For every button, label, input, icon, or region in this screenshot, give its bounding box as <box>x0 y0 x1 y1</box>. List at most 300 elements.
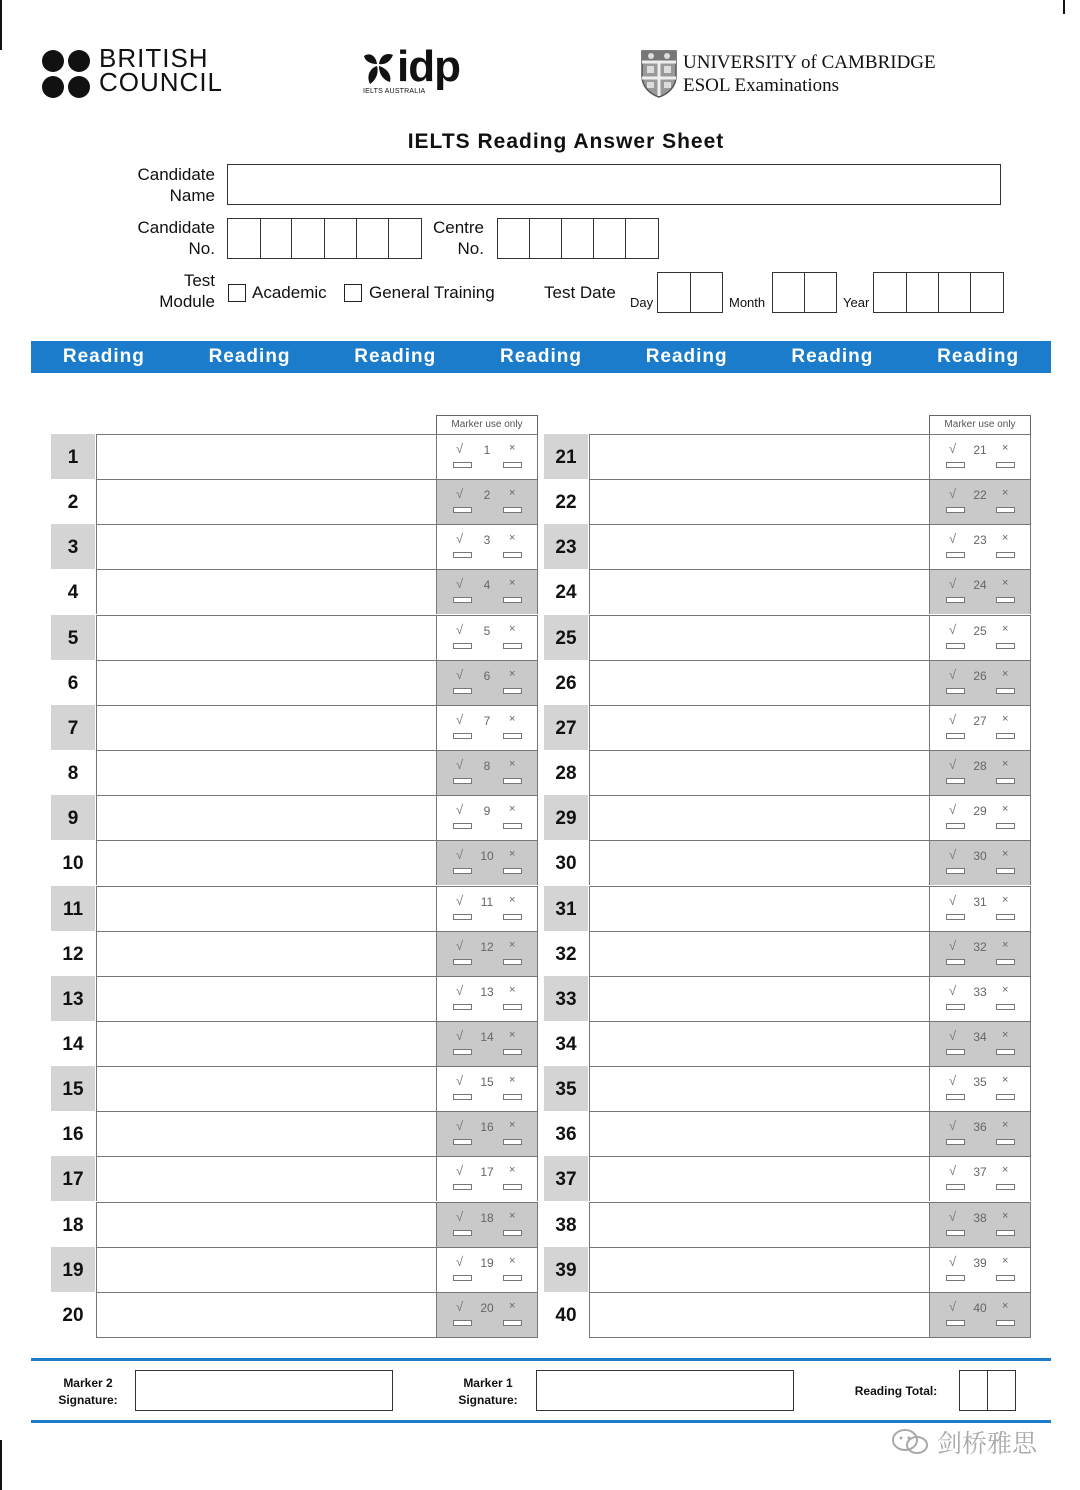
general-training-checkbox[interactable] <box>344 284 362 302</box>
incorrect-mark-box[interactable] <box>996 1139 1015 1145</box>
incorrect-mark-box[interactable] <box>503 597 522 603</box>
incorrect-mark-box[interactable] <box>996 507 1015 513</box>
incorrect-mark-box[interactable] <box>996 1275 1015 1281</box>
correct-mark-box[interactable] <box>946 959 965 965</box>
incorrect-mark-box[interactable] <box>996 1049 1015 1055</box>
marker-question-number: 26 <box>973 669 987 683</box>
answer-field[interactable] <box>589 705 930 750</box>
answer-row <box>544 931 1031 976</box>
answer-field[interactable] <box>96 976 437 1021</box>
correct-mark-box[interactable] <box>453 1094 472 1100</box>
correct-mark-box[interactable] <box>946 1184 965 1190</box>
tick-icon: √ <box>456 757 464 772</box>
answer-field[interactable] <box>589 1247 930 1292</box>
marker-question-number: 30 <box>973 849 987 863</box>
incorrect-mark-box[interactable] <box>503 733 522 739</box>
test-module-label: Test Module <box>159 271 215 311</box>
question-number: 1 <box>51 434 95 479</box>
cross-icon: × <box>1002 758 1009 770</box>
answer-row <box>51 1156 538 1201</box>
answer-row <box>544 1247 1031 1292</box>
marker-question-number: 25 <box>973 624 987 638</box>
correct-mark-box[interactable] <box>453 733 472 739</box>
answer-row <box>51 524 538 569</box>
correct-mark-box[interactable] <box>946 1230 965 1236</box>
question-number: 38 <box>555 1215 577 1236</box>
cross-icon: × <box>1002 1119 1009 1131</box>
incorrect-mark-box[interactable] <box>503 778 522 784</box>
correct-mark-box[interactable] <box>453 688 472 694</box>
incorrect-mark-box[interactable] <box>503 643 522 649</box>
answer-field[interactable] <box>96 569 437 614</box>
correct-mark-box[interactable] <box>946 1275 965 1281</box>
question-number: 2 <box>67 492 79 513</box>
marker-question-number: 17 <box>480 1165 494 1179</box>
answer-row <box>51 615 538 660</box>
candidate-number-field[interactable] <box>227 218 422 259</box>
answer-field[interactable] <box>589 479 930 524</box>
centre-number-label: Centre No. <box>432 218 484 258</box>
answer-field[interactable] <box>589 434 930 479</box>
marker-use-header-right: Marker use only <box>929 415 1031 434</box>
tick-icon: √ <box>949 1209 957 1224</box>
candidate-number-label: Candidate No. <box>137 218 215 258</box>
marker-cell <box>437 1021 538 1066</box>
correct-mark-box[interactable] <box>453 778 472 784</box>
tick-icon: √ <box>456 531 464 546</box>
tick-icon: √ <box>949 983 957 998</box>
incorrect-mark-box[interactable] <box>996 597 1015 603</box>
answer-field[interactable] <box>589 931 930 976</box>
british-council-wordmark: BRITISH COUNCIL <box>99 43 224 97</box>
marker-cell <box>930 840 1031 885</box>
answer-field[interactable] <box>96 1066 437 1111</box>
answer-field[interactable] <box>589 524 930 569</box>
incorrect-mark-box[interactable] <box>503 1320 522 1326</box>
day-label: Day <box>630 295 654 310</box>
question-number: 24 <box>555 582 577 603</box>
question-number: 7 <box>51 705 95 750</box>
tick-icon: √ <box>456 712 464 727</box>
answer-field[interactable] <box>589 1202 930 1247</box>
correct-mark-box[interactable] <box>453 868 472 874</box>
footer-rule-bottom <box>31 1420 1051 1423</box>
marker-question-number: 39 <box>973 1256 987 1270</box>
cross-icon: × <box>1002 577 1009 589</box>
date-month-field[interactable] <box>772 272 837 313</box>
answer-row <box>544 569 1031 614</box>
incorrect-mark-box[interactable] <box>996 643 1015 649</box>
question-number: 19 <box>51 1247 95 1292</box>
incorrect-mark-box[interactable] <box>996 552 1015 558</box>
cross-icon: × <box>1002 803 1009 815</box>
tick-icon: √ <box>949 1073 957 1088</box>
question-number: 33 <box>544 976 588 1021</box>
cross-icon: × <box>509 894 516 906</box>
correct-mark-box[interactable] <box>946 597 965 603</box>
marker-cell <box>930 705 1031 750</box>
banner-label: Reading <box>208 346 291 367</box>
question-number: 37 <box>544 1156 588 1201</box>
correct-mark-box[interactable] <box>453 1004 472 1010</box>
cross-icon: × <box>1002 713 1009 725</box>
correct-mark-box[interactable] <box>946 507 965 513</box>
cross-icon: × <box>509 532 516 544</box>
correct-mark-box[interactable] <box>946 914 965 920</box>
incorrect-mark-box[interactable] <box>996 1004 1015 1010</box>
answer-field[interactable] <box>96 479 437 524</box>
crop-mark <box>1063 0 1065 14</box>
banner-label: Reading <box>937 346 1020 367</box>
tick-icon: √ <box>456 1118 464 1133</box>
candidate-name-field[interactable] <box>227 164 1001 205</box>
marker-cell <box>930 1021 1031 1066</box>
tick-icon: √ <box>456 1254 464 1269</box>
incorrect-mark-box[interactable] <box>996 914 1015 920</box>
marker-question-number: 6 <box>483 669 491 683</box>
incorrect-mark-box[interactable] <box>996 688 1015 694</box>
question-number: 21 <box>544 434 588 479</box>
marker-question-number: 35 <box>973 1075 987 1089</box>
marker-question-number: 29 <box>973 804 987 818</box>
marker-question-number: 1 <box>483 443 491 457</box>
answer-field[interactable] <box>96 1247 437 1292</box>
answer-field[interactable] <box>589 1156 930 1201</box>
tick-icon: √ <box>456 847 464 862</box>
cross-icon: × <box>1002 532 1009 544</box>
marker-cell <box>930 479 1031 524</box>
marker2-signature-label: Marker 2 Signature: <box>58 1376 118 1407</box>
incorrect-mark-box[interactable] <box>996 733 1015 739</box>
incorrect-mark-box[interactable] <box>503 507 522 513</box>
correct-mark-box[interactable] <box>946 733 965 739</box>
correct-mark-box[interactable] <box>946 1139 965 1145</box>
banner-label: Reading <box>645 346 728 367</box>
date-year-field[interactable] <box>873 272 1004 313</box>
marker-cell <box>930 1066 1031 1111</box>
incorrect-mark-box[interactable] <box>996 1320 1015 1326</box>
marker-use-header-left: Marker use only <box>436 415 538 434</box>
answer-field[interactable] <box>589 569 930 614</box>
tick-icon: √ <box>949 757 957 772</box>
marker-cell <box>930 1111 1031 1156</box>
crop-mark <box>0 1440 2 1490</box>
marker2-signature-field[interactable] <box>135 1370 393 1411</box>
correct-mark-box[interactable] <box>946 688 965 694</box>
question-number: 16 <box>62 1124 84 1145</box>
question-number: 25 <box>544 615 588 660</box>
answer-field[interactable] <box>96 705 437 750</box>
marker-cell <box>437 795 538 840</box>
cross-icon: × <box>509 487 516 499</box>
incorrect-mark-box[interactable] <box>996 1094 1015 1100</box>
tick-icon: √ <box>949 1299 957 1314</box>
incorrect-mark-box[interactable] <box>503 552 522 558</box>
cross-icon: × <box>1002 848 1009 860</box>
answer-field[interactable] <box>96 524 437 569</box>
tick-icon: √ <box>949 893 957 908</box>
answer-field[interactable] <box>96 931 437 976</box>
tick-icon: √ <box>456 938 464 953</box>
answer-row <box>51 750 538 795</box>
tick-icon: √ <box>949 1254 957 1269</box>
tick-icon: √ <box>456 486 464 501</box>
answer-row <box>544 750 1031 795</box>
banner-label: Reading <box>354 346 437 367</box>
question-number: 23 <box>544 524 588 569</box>
answer-row <box>51 1066 538 1111</box>
answer-row <box>51 840 538 885</box>
marker-question-number: 4 <box>483 578 491 592</box>
incorrect-mark-box[interactable] <box>503 1139 522 1145</box>
cross-icon: × <box>1002 1210 1009 1222</box>
incorrect-mark-box[interactable] <box>996 778 1015 784</box>
incorrect-mark-box[interactable] <box>503 1184 522 1190</box>
date-day-field[interactable] <box>657 272 723 313</box>
correct-mark-box[interactable] <box>453 1320 472 1326</box>
answer-row <box>544 1202 1031 1247</box>
marker-question-number: 21 <box>973 443 987 457</box>
incorrect-mark-box[interactable] <box>503 688 522 694</box>
cross-icon: × <box>509 713 516 725</box>
marker-cell <box>930 750 1031 795</box>
tick-icon: √ <box>456 983 464 998</box>
correct-mark-box[interactable] <box>946 1049 965 1055</box>
correct-mark-box[interactable] <box>946 778 965 784</box>
incorrect-mark-box[interactable] <box>996 868 1015 874</box>
question-number: 35 <box>544 1066 588 1111</box>
marker-question-number: 2 <box>483 488 491 502</box>
reading-banner <box>31 341 1051 373</box>
answer-row <box>544 479 1031 524</box>
incorrect-mark-box[interactable] <box>996 823 1015 829</box>
correct-mark-box[interactable] <box>946 1094 965 1100</box>
marker-question-number: 10 <box>480 849 494 863</box>
answer-field[interactable] <box>589 1111 930 1156</box>
tick-icon: √ <box>456 1073 464 1088</box>
question-number: 30 <box>555 853 577 874</box>
marker-question-number: 11 <box>480 895 494 909</box>
marker-question-number: 22 <box>973 488 987 502</box>
marker-cell <box>930 1156 1031 1201</box>
cross-icon: × <box>509 939 516 951</box>
answer-field[interactable] <box>96 795 437 840</box>
cross-icon: × <box>1002 442 1009 454</box>
marker-question-number: 13 <box>480 985 494 999</box>
answer-row <box>51 795 538 840</box>
correct-mark-box[interactable] <box>453 462 472 468</box>
correct-mark-box[interactable] <box>946 1004 965 1010</box>
incorrect-mark-box[interactable] <box>503 1004 522 1010</box>
answer-row <box>544 1066 1031 1111</box>
question-number: 36 <box>555 1124 577 1145</box>
marker-question-number: 40 <box>973 1301 987 1315</box>
answer-field[interactable] <box>589 615 930 660</box>
correct-mark-box[interactable] <box>453 959 472 965</box>
answer-row <box>544 976 1031 1021</box>
academic-checkbox[interactable] <box>228 284 246 302</box>
answer-field[interactable] <box>96 1111 437 1156</box>
question-number: 40 <box>555 1305 577 1326</box>
marker-cell <box>930 1247 1031 1292</box>
tick-icon: √ <box>949 847 957 862</box>
correct-mark-box[interactable] <box>946 643 965 649</box>
tick-icon: √ <box>456 576 464 591</box>
cross-icon: × <box>509 623 516 635</box>
incorrect-mark-box[interactable] <box>503 914 522 920</box>
cross-icon: × <box>1002 1029 1009 1041</box>
marker-cell <box>437 1111 538 1156</box>
cross-icon: × <box>1002 939 1009 951</box>
correct-mark-box[interactable] <box>946 868 965 874</box>
answer-row <box>51 931 538 976</box>
answer-field[interactable] <box>96 750 437 795</box>
tick-icon: √ <box>949 441 957 456</box>
marker-question-number: 38 <box>973 1211 987 1225</box>
answer-field[interactable] <box>96 1021 437 1066</box>
answer-field[interactable] <box>589 840 930 885</box>
question-number: 32 <box>555 944 577 965</box>
marker-question-number: 33 <box>973 985 987 999</box>
incorrect-mark-box[interactable] <box>503 868 522 874</box>
cross-icon: × <box>509 984 516 996</box>
marker-cell <box>437 479 538 524</box>
grid-bottom-line <box>96 1337 538 1338</box>
marker-question-number: 16 <box>480 1120 494 1134</box>
incorrect-mark-box[interactable] <box>996 1184 1015 1190</box>
marker-question-number: 5 <box>483 624 491 638</box>
correct-mark-box[interactable] <box>453 914 472 920</box>
reading-total-field[interactable] <box>959 1370 1016 1411</box>
answer-field[interactable] <box>96 840 437 885</box>
answer-field[interactable] <box>96 886 437 931</box>
correct-mark-box[interactable] <box>453 1184 472 1190</box>
cross-icon: × <box>509 1119 516 1131</box>
british-council-logo-icon <box>42 50 92 98</box>
marker-cell <box>437 1247 538 1292</box>
tick-icon: √ <box>949 1118 957 1133</box>
correct-mark-box[interactable] <box>453 1049 472 1055</box>
answer-field[interactable] <box>96 615 437 660</box>
marker-cell <box>930 1292 1031 1337</box>
incorrect-mark-box[interactable] <box>503 462 522 468</box>
answer-field[interactable] <box>96 434 437 479</box>
marker-cell <box>930 524 1031 569</box>
correct-mark-box[interactable] <box>453 1230 472 1236</box>
idp-wordmark: idp <box>397 42 460 91</box>
cross-icon: × <box>509 1029 516 1041</box>
answer-field[interactable] <box>96 1156 437 1201</box>
answer-field[interactable] <box>589 976 930 1021</box>
correct-mark-box[interactable] <box>453 552 472 558</box>
month-label: Month <box>729 295 766 310</box>
marker-question-number: 31 <box>973 895 987 909</box>
answer-field[interactable] <box>589 1292 930 1337</box>
tick-icon: √ <box>456 1299 464 1314</box>
cross-icon: × <box>1002 1255 1009 1267</box>
incorrect-mark-box[interactable] <box>503 1275 522 1281</box>
answer-field[interactable] <box>589 660 930 705</box>
answer-row <box>51 976 538 1021</box>
grid-bottom-line <box>589 1337 1031 1338</box>
answer-field[interactable] <box>96 1202 437 1247</box>
marker-question-number: 3 <box>483 533 491 547</box>
incorrect-mark-box[interactable] <box>503 1094 522 1100</box>
marker-question-number: 7 <box>483 714 491 728</box>
marker-cell <box>437 886 538 931</box>
marker-question-number: 36 <box>973 1120 987 1134</box>
incorrect-mark-box[interactable] <box>503 959 522 965</box>
tick-icon: √ <box>456 622 464 637</box>
correct-mark-box[interactable] <box>453 1139 472 1145</box>
answer-row <box>544 524 1031 569</box>
correct-mark-box[interactable] <box>453 823 472 829</box>
answer-field[interactable] <box>589 795 930 840</box>
incorrect-mark-box[interactable] <box>996 959 1015 965</box>
marker-cell <box>930 615 1031 660</box>
incorrect-mark-box[interactable] <box>503 1049 522 1055</box>
correct-mark-box[interactable] <box>946 462 965 468</box>
banner-label: Reading <box>791 346 874 367</box>
cross-icon: × <box>1002 623 1009 635</box>
correct-mark-box[interactable] <box>453 507 472 513</box>
correct-mark-box[interactable] <box>453 1275 472 1281</box>
answer-field[interactable] <box>589 1066 930 1111</box>
incorrect-mark-box[interactable] <box>996 462 1015 468</box>
marker-cell <box>930 886 1031 931</box>
marker1-signature-field[interactable] <box>536 1370 794 1411</box>
incorrect-mark-box[interactable] <box>503 823 522 829</box>
correct-mark-box[interactable] <box>453 597 472 603</box>
answer-row <box>544 705 1031 750</box>
cross-icon: × <box>509 577 516 589</box>
answer-field[interactable] <box>589 886 930 931</box>
correct-mark-box[interactable] <box>946 552 965 558</box>
question-number: 17 <box>51 1156 95 1201</box>
marker-question-number: 14 <box>480 1030 494 1044</box>
cross-icon: × <box>1002 487 1009 499</box>
question-number: 26 <box>555 673 577 694</box>
banner-label: Reading <box>499 346 582 367</box>
correct-mark-box[interactable] <box>946 823 965 829</box>
tick-icon: √ <box>456 802 464 817</box>
answer-row <box>544 840 1031 885</box>
question-number: 10 <box>62 853 84 874</box>
question-number: 15 <box>51 1066 95 1111</box>
question-number: 20 <box>62 1305 84 1326</box>
tick-icon: √ <box>456 441 464 456</box>
answer-field[interactable] <box>96 660 437 705</box>
tick-icon: √ <box>949 576 957 591</box>
question-number: 13 <box>51 976 95 1021</box>
question-number: 39 <box>544 1247 588 1292</box>
answer-field[interactable] <box>96 1292 437 1337</box>
centre-number-field[interactable] <box>497 218 659 259</box>
marker-question-number: 18 <box>480 1211 494 1225</box>
answer-row <box>51 569 538 614</box>
marker-cell <box>437 524 538 569</box>
answer-field[interactable] <box>589 750 930 795</box>
incorrect-mark-box[interactable] <box>503 1230 522 1236</box>
correct-mark-box[interactable] <box>946 1320 965 1326</box>
correct-mark-box[interactable] <box>453 643 472 649</box>
answer-field[interactable] <box>589 1021 930 1066</box>
cross-icon: × <box>1002 894 1009 906</box>
incorrect-mark-box[interactable] <box>996 1230 1015 1236</box>
marker-question-number: 32 <box>973 940 987 954</box>
test-date-label: Test Date <box>544 283 616 302</box>
marker-cell <box>930 660 1031 705</box>
